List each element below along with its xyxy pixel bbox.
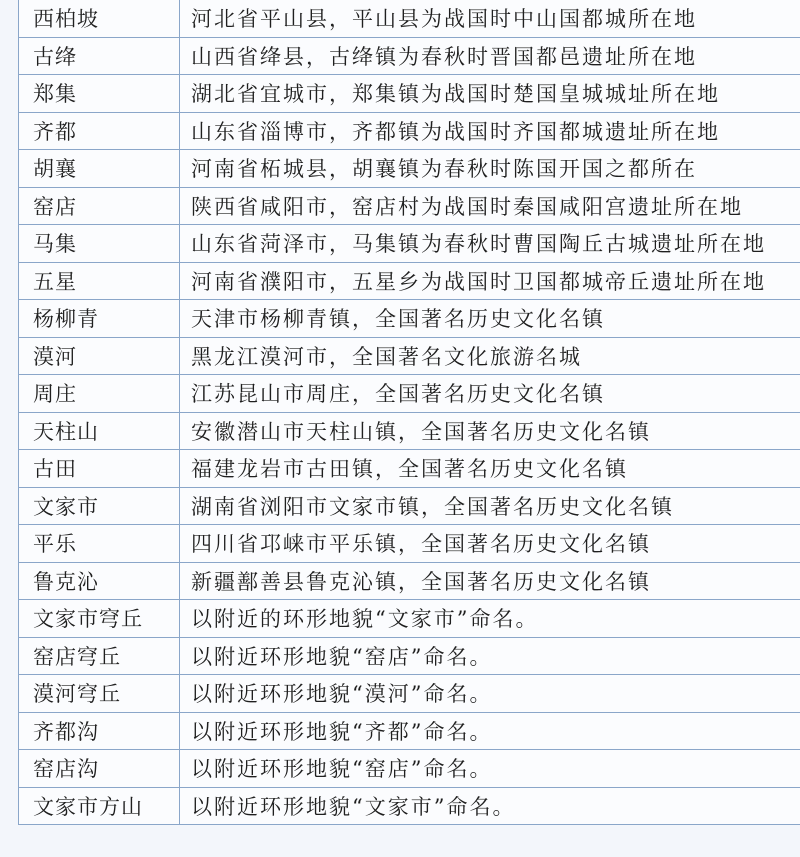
description-cell: 安徽潜山市天柱山镇，全国著名历史文化名镇 xyxy=(180,412,800,450)
place-name-cell: 五星 xyxy=(19,262,180,300)
description-cell: 山西省绛县，古绛镇为春秋时晋国都邑遗址所在地 xyxy=(180,37,800,75)
table-row xyxy=(19,375,800,413)
table-row xyxy=(19,225,800,263)
place-name-cell: 马集 xyxy=(19,225,180,263)
table-row xyxy=(19,75,800,113)
table-row xyxy=(19,450,800,488)
place-name-cell: 鲁克沁 xyxy=(19,562,180,600)
table-row xyxy=(19,0,800,37)
table-row xyxy=(19,525,800,563)
place-name-cell: 窑店 xyxy=(19,187,180,225)
table-row xyxy=(19,712,800,750)
table-row xyxy=(19,337,800,375)
table-row xyxy=(19,187,800,225)
place-name-cell: 漠河穹丘 xyxy=(19,675,180,713)
table-row xyxy=(19,112,800,150)
place-name-cell: 郑集 xyxy=(19,75,180,113)
description-cell: 四川省邛崃市平乐镇，全国著名历史文化名镇 xyxy=(180,525,800,563)
place-name-cell: 齐都 xyxy=(19,112,180,150)
description-cell: 陕西省咸阳市，窑店村为战国时秦国咸阳宫遗址所在地 xyxy=(180,187,800,225)
table-row xyxy=(19,262,800,300)
description-cell: 江苏昆山市周庄，全国著名历史文化名镇 xyxy=(180,375,800,413)
place-name-cell: 文家市穹丘 xyxy=(19,600,180,638)
table-row xyxy=(19,562,800,600)
description-cell: 以附近环形地貌“窑店”命名。 xyxy=(180,637,800,675)
place-name-cell: 古绛 xyxy=(19,37,180,75)
description-cell: 福建龙岩市古田镇，全国著名历史文化名镇 xyxy=(180,450,800,488)
description-cell: 山东省淄博市，齐都镇为战国时齐国都城遗址所在地 xyxy=(180,112,800,150)
table-row xyxy=(19,787,800,825)
place-name-cell: 文家市 xyxy=(19,487,180,525)
description-cell: 黑龙江漠河市，全国著名文化旅游名城 xyxy=(180,337,800,375)
place-name-cell: 胡襄 xyxy=(19,150,180,188)
description-cell: 湖北省宜城市，郑集镇为战国时楚国皇城城址所在地 xyxy=(180,75,800,113)
table-row xyxy=(19,300,800,338)
place-name-cell: 漠河 xyxy=(19,337,180,375)
place-name-table xyxy=(18,0,800,825)
description-cell: 以附近环形地貌“文家市”命名。 xyxy=(180,787,800,825)
place-name-cell: 杨柳青 xyxy=(19,300,180,338)
place-name-cell: 平乐 xyxy=(19,525,180,563)
description-cell: 山东省菏泽市，马集镇为春秋时曹国陶丘古城遗址所在地 xyxy=(180,225,800,263)
table-row xyxy=(19,37,800,75)
table-row xyxy=(19,412,800,450)
place-name-cell: 齐都沟 xyxy=(19,712,180,750)
description-cell: 以附近环形地貌“窑店”命名。 xyxy=(180,750,800,788)
table-row xyxy=(19,750,800,788)
place-name-cell: 窑店穹丘 xyxy=(19,637,180,675)
table-row xyxy=(19,487,800,525)
description-cell: 湖南省浏阳市文家市镇，全国著名历史文化名镇 xyxy=(180,487,800,525)
description-cell: 以附近的环形地貌“文家市”命名。 xyxy=(180,600,800,638)
description-cell: 以附近环形地貌“齐都”命名。 xyxy=(180,712,800,750)
description-cell: 以附近环形地貌“漠河”命名。 xyxy=(180,675,800,713)
place-name-cell: 窑店沟 xyxy=(19,750,180,788)
place-name-table-container xyxy=(18,0,800,857)
description-cell: 新疆鄯善县鲁克沁镇，全国著名历史文化名镇 xyxy=(180,562,800,600)
place-name-cell: 天柱山 xyxy=(19,412,180,450)
table-row xyxy=(19,637,800,675)
description-cell: 河北省平山县，平山县为战国时中山国都城所在地 xyxy=(180,0,800,37)
place-name-cell: 西柏坡 xyxy=(19,0,180,37)
description-cell: 河南省濮阳市，五星乡为战国时卫国都城帝丘遗址所在地 xyxy=(180,262,800,300)
place-name-cell: 周庄 xyxy=(19,375,180,413)
table-row xyxy=(19,150,800,188)
description-cell: 河南省柘城县，胡襄镇为春秋时陈国开国之都所在 xyxy=(180,150,800,188)
table-body xyxy=(19,0,800,825)
place-name-cell: 古田 xyxy=(19,450,180,488)
place-name-cell: 文家市方山 xyxy=(19,787,180,825)
table-row xyxy=(19,600,800,638)
table-row xyxy=(19,675,800,713)
description-cell: 天津市杨柳青镇，全国著名历史文化名镇 xyxy=(180,300,800,338)
